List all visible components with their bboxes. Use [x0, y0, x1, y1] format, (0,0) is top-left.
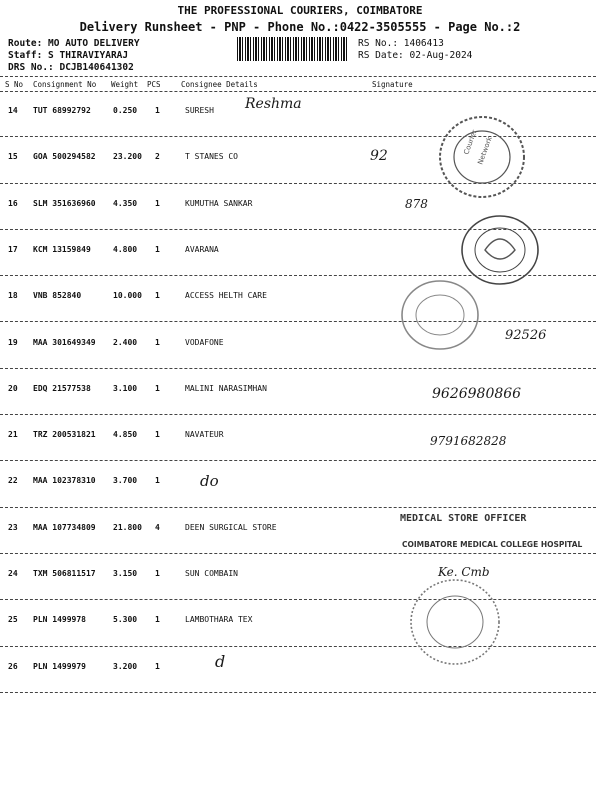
row-consignment-no: MAA 301649349 — [33, 337, 96, 347]
medical-stamp-line2: COIMBATORE MEDICAL COLLEGE HOSPITAL — [402, 540, 583, 549]
staff-label: Staff: S THIRAVIYARAJ — [8, 50, 129, 61]
row-pcs: 1 — [155, 476, 160, 486]
row-consignee: SURESH — [185, 106, 214, 115]
row-consignee: ACCESS HELTH CARE — [185, 291, 267, 301]
row-sno: 20 — [8, 383, 18, 393]
table-row — [0, 416, 600, 462]
row-sno: 21 — [8, 430, 18, 440]
row-weight: 4.850 — [113, 430, 138, 440]
row-divider — [0, 692, 596, 693]
handwritten-signature: d — [215, 651, 226, 671]
row-weight: 3.700 — [113, 476, 138, 486]
handwritten-signature: Ke. Cmb — [438, 565, 490, 579]
row-consignee: DEEN SURGICAL STORE — [185, 522, 277, 532]
row-divider — [0, 599, 596, 600]
row-sno: 18 — [8, 291, 18, 301]
courier-seal-stamp — [420, 105, 540, 215]
row-pcs: 4 — [155, 522, 160, 532]
col-header-signature: Signature — [372, 80, 413, 89]
row-consignee: AVARANA — [185, 244, 219, 254]
svg-text:Courier: Courier — [462, 128, 479, 156]
col-header-sno: S No — [5, 80, 24, 89]
row-sno: 25 — [8, 615, 18, 625]
col-header-pcs: PCS — [147, 80, 161, 89]
row-weight: 23.200 — [113, 152, 142, 162]
row-sno: 24 — [8, 569, 18, 578]
row-weight: 0.250 — [113, 106, 138, 115]
header-rule-top — [0, 76, 596, 77]
handwritten-signature: 9626980866 — [432, 385, 522, 402]
medical-stamp-line1: MEDICAL STORE OFFICER — [400, 513, 527, 524]
row-sno: 22 — [8, 476, 18, 486]
row-weight: 3.100 — [113, 383, 138, 393]
row-weight: 4.350 — [113, 198, 138, 208]
col-header-consignee: Consignee Details — [181, 80, 258, 89]
row-consignment-no: TXM 506811517 — [33, 569, 96, 578]
row-consignment-no: TRZ 200531821 — [33, 430, 96, 440]
row-pcs: 1 — [155, 383, 160, 393]
row-pcs: 1 — [155, 337, 160, 347]
row-pcs: 1 — [155, 615, 160, 625]
row-sno: 17 — [8, 244, 18, 254]
handwritten-signature: 92526 — [505, 327, 547, 343]
row-consignment-no: GOA 500294582 — [33, 152, 96, 162]
route-label: Route: MO AUTO DELIVERY — [8, 38, 140, 49]
row-weight: 21.800 — [113, 522, 142, 532]
row-sno: 19 — [8, 337, 18, 347]
rs-number: RS No.: 1406413 — [358, 38, 444, 49]
row-consignment-no: TUT 68992792 — [33, 106, 91, 115]
row-sno: 14 — [8, 106, 18, 115]
row-divider — [0, 507, 596, 508]
row-consignee: VODAFONE — [185, 337, 224, 347]
row-weight: 3.200 — [113, 661, 138, 671]
row-sno: 23 — [8, 522, 18, 532]
row-divider — [0, 368, 596, 369]
row-consignee: MALINI NARASIMHAN — [185, 383, 267, 393]
row-pcs: 1 — [155, 106, 160, 115]
row-consignee: LAMBOTHARA TEX — [185, 615, 253, 625]
row-divider — [0, 553, 596, 554]
row-divider — [0, 414, 596, 415]
drs-number: DRS No.: DCJB140641302 — [8, 62, 134, 73]
row-consignee: SUN COMBAIN — [185, 569, 238, 578]
row-weight: 4.800 — [113, 244, 138, 254]
runsheet-subtitle: Delivery Runsheet - PNP - Phone No.:0422-3505555 - Page No.:2 — [79, 20, 521, 34]
col-header-consignment: Consignment No — [33, 80, 97, 89]
row-weight: 10.000 — [113, 291, 142, 301]
row-pcs: 1 — [155, 661, 160, 671]
table-row — [0, 462, 600, 508]
table-row — [0, 601, 600, 647]
row-divider — [0, 646, 596, 647]
row-consignment-no: EDQ 21577538 — [33, 383, 91, 393]
row-pcs: 1 — [155, 430, 160, 440]
access-health-seal-stamp — [395, 275, 485, 355]
rs-date: RS Date: 02-Aug-2024 — [358, 50, 473, 61]
row-pcs: 1 — [155, 198, 160, 208]
barcode — [237, 37, 347, 61]
textiles-seal-stamp — [405, 575, 505, 670]
table-row — [0, 648, 600, 694]
handwritten-signature: 878 — [405, 196, 428, 211]
row-sno: 15 — [8, 152, 18, 162]
row-pcs: 1 — [155, 569, 160, 578]
handwritten-signature: Reshma — [245, 96, 302, 112]
table-row — [0, 370, 600, 416]
handwritten-signature: do — [200, 472, 219, 491]
row-consignment-no: VNB 852840 — [33, 291, 82, 301]
row-consignment-no: PLN 1499978 — [33, 615, 86, 625]
row-pcs: 1 — [155, 244, 160, 254]
col-header-weight: Weight — [111, 80, 139, 89]
row-consignment-no: KCM 13159849 — [33, 244, 91, 254]
row-sno: 26 — [8, 661, 18, 671]
row-pcs: 2 — [155, 152, 160, 162]
row-consignee: NAVATEUR — [185, 430, 224, 440]
table-row — [0, 324, 600, 370]
company-title: THE PROFESSIONAL COURIERS, COIMBATORE — [177, 4, 423, 17]
row-consignment-no: MAA 102378310 — [33, 476, 96, 486]
row-sno: 16 — [8, 198, 18, 208]
handwritten-signature: 9791682828 — [430, 434, 507, 449]
row-weight: 3.150 — [113, 569, 138, 578]
row-divider — [0, 460, 596, 461]
row-weight: 2.400 — [113, 337, 138, 347]
row-weight: 5.300 — [113, 615, 138, 625]
row-consignee: KUMUTHA SANKAR — [185, 198, 253, 208]
row-divider — [0, 321, 596, 322]
handwritten-signature: 92 — [370, 148, 388, 165]
row-consignment-no: MAA 107734809 — [33, 522, 96, 532]
table-row — [0, 555, 600, 601]
row-consignee: T STANES CO — [185, 152, 238, 162]
svg-text:Network: Network — [476, 135, 494, 166]
row-consignment-no: PLN 1499979 — [33, 661, 86, 671]
row-pcs: 1 — [155, 291, 160, 301]
row-consignment-no: SLM 351636960 — [33, 198, 96, 208]
